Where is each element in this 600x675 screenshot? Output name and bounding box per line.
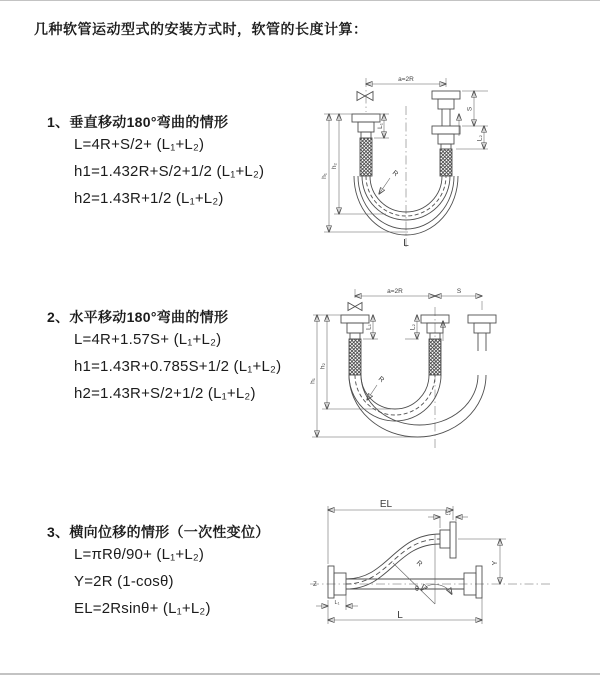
datum-mark: Z — [313, 582, 317, 588]
section-1-formula-h2: h2=1.43R+1/2 (L₁+L₂) — [74, 190, 224, 207]
dim-l1 — [363, 315, 378, 339]
hose-displaced-s-curve — [346, 534, 440, 589]
dim-label-l-total: L — [397, 610, 403, 621]
diagram-lateral-displacement — [296, 494, 596, 659]
dim-a2r — [355, 288, 435, 296]
dim-label-y: Y — [492, 560, 499, 566]
dim-l2 — [477, 126, 485, 149]
dim-label-a2r: a=2R — [387, 288, 403, 295]
dim-label-s: S — [466, 106, 474, 112]
page-edge-top — [0, 0, 600, 1]
dim-l — [328, 598, 482, 624]
section-2-formula-l: L=4R+1.57S+ (L₁+L₂) — [74, 331, 222, 348]
centerline-axis — [366, 78, 446, 248]
dim-l1 — [316, 595, 358, 610]
dim-label-r: R — [390, 169, 400, 179]
dim-label-h1: h₁ — [309, 378, 317, 384]
dim-label-r: R — [414, 559, 424, 569]
hose-u-bend — [349, 375, 441, 421]
valve-icon — [357, 92, 373, 101]
dim-label-l2: L₂ — [409, 323, 417, 331]
dim-label-l2: L₂ — [476, 134, 484, 142]
dim-label-l1: L₁ — [377, 123, 384, 129]
dim-label-r: R — [376, 375, 386, 385]
section-3-formula-el: EL=2Rsinθ+ (L₁+L₂) — [74, 600, 211, 617]
left-flange — [328, 566, 346, 598]
dim-h1 — [310, 315, 422, 437]
angle-label: θ — [415, 586, 419, 593]
radius-leader — [367, 376, 385, 400]
left-braid-section — [349, 339, 361, 375]
dim-label-l-total: L — [403, 238, 409, 249]
dim-label-s: S — [456, 288, 462, 295]
section-1-heading: 1、垂直移动180°弯曲的情形 — [47, 114, 229, 130]
dim-a2r — [366, 76, 446, 84]
right-flange-displaced-position — [468, 315, 496, 351]
valve-icon — [348, 303, 362, 311]
right-flange-original-position — [464, 566, 482, 598]
middle-braid-section — [429, 339, 441, 375]
section-2-formula-h1: h1=1.43R+0.785S+1/2 (L₁+L₂) — [74, 358, 282, 375]
section-3-formula-y: Y=2R (1-cosθ) — [74, 573, 174, 590]
dim-label-h1: h₁ — [321, 173, 328, 179]
dim-el — [328, 499, 453, 564]
diagram-vertical-180-bend — [296, 64, 596, 256]
dim-l2 — [428, 511, 468, 529]
dim-label-l2: L₂ — [445, 510, 451, 517]
section-1-formula-h1: h1=1.432R+S/2+1/2 (L₁+L₂) — [74, 163, 265, 180]
right-flange-lower-position — [432, 126, 460, 149]
dim-label-h2: h₂ — [331, 162, 338, 170]
dim-l1 — [374, 114, 389, 138]
dim-label-a2r: a=2R — [398, 76, 414, 83]
diagram-horizontal-180-bend — [296, 281, 596, 453]
section-3-formula-l: L=πRθ/90+ (L₁+L₂) — [74, 546, 205, 563]
dim-label-l1: L₁ — [334, 600, 340, 606]
page-title: 几种软管运动型式的安装方式时，软管的长度计算： — [34, 21, 368, 37]
right-braid-section — [440, 149, 452, 176]
section-2-formula-h2: h2=1.43R+S/2+1/2 (L₁+L₂) — [74, 385, 256, 402]
radius-angle-construction — [393, 534, 452, 604]
dim-l2 — [405, 315, 419, 339]
upper-flange-displaced — [440, 522, 456, 558]
radius-leader — [379, 170, 399, 194]
section-3-heading: 3、横向位移的情形（一次性变位） — [47, 524, 270, 540]
dim-label-l1: L₁ — [365, 324, 373, 330]
section-1-formula-l: L=4R+S/2+ (L₁+L₂) — [74, 136, 205, 153]
right-flange-upper-position — [432, 91, 460, 126]
dim-s — [435, 288, 482, 296]
dim-label-h2: h₂ — [319, 362, 327, 370]
left-braid-section — [360, 138, 372, 176]
left-flange-fitting — [352, 114, 380, 138]
section-2-heading: 2、水平移动180°弯曲的情形 — [47, 309, 229, 325]
dim-label-el: EL — [379, 499, 393, 510]
